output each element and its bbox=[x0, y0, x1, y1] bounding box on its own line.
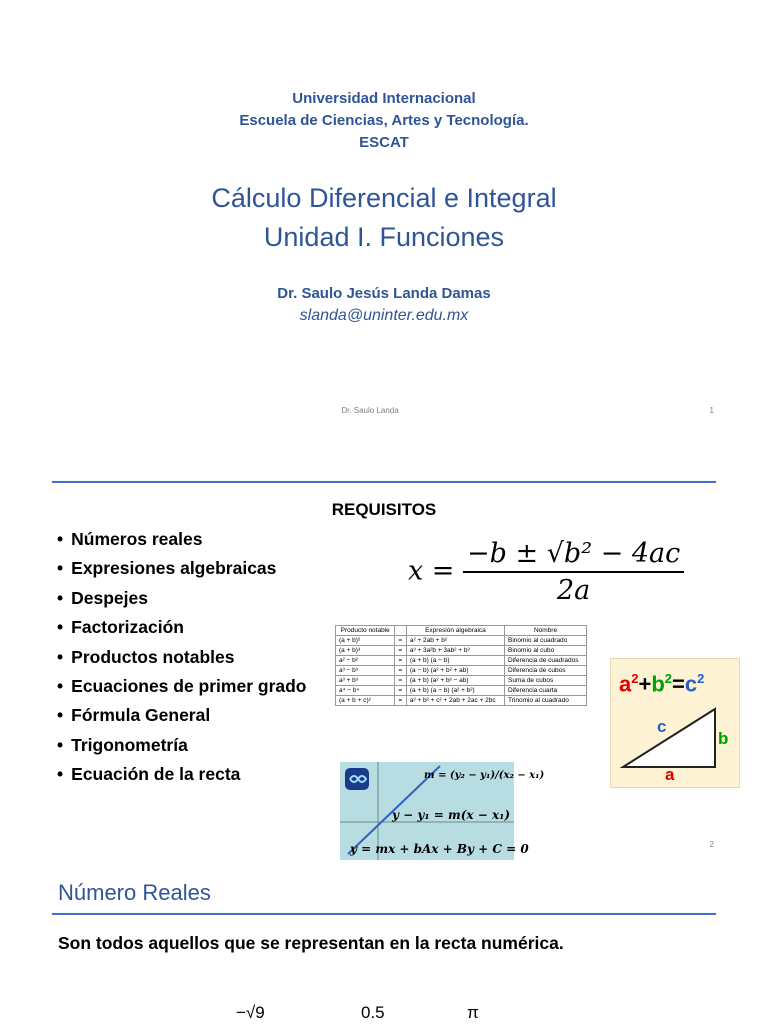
table-cell: Diferencia cuarta bbox=[505, 686, 587, 696]
table-cell: (a + b) (a − b) (a² + b²) bbox=[406, 686, 504, 696]
table-cell: Diferencia de cubos bbox=[505, 666, 587, 676]
list-item: • Números reales bbox=[57, 525, 307, 554]
slope-intercept-equation: y = mx + b bbox=[350, 842, 423, 856]
table-cell: a³ + 3a²b + 3ab² + b³ bbox=[406, 646, 504, 656]
section-title: Número Reales bbox=[58, 880, 211, 905]
slope-formula: m = (y₂ − y₁)/(x₂ − x₁) bbox=[424, 770, 545, 781]
number-neg-sqrt9: −√9 bbox=[236, 1003, 265, 1022]
formula-lhs: x = bbox=[408, 555, 455, 587]
list-item: • Fórmula General bbox=[57, 701, 307, 730]
formula-denominator: 2a bbox=[556, 575, 591, 606]
slide-divider bbox=[52, 481, 716, 483]
table-header-row bbox=[336, 626, 587, 636]
author-name: Dr. Saulo Jesús Landa Damas bbox=[277, 285, 491, 302]
page-number: 1 bbox=[709, 406, 714, 415]
list-item: • Despejes bbox=[57, 584, 307, 613]
table-row bbox=[336, 656, 587, 666]
table-row bbox=[336, 636, 587, 646]
quadratic-formula bbox=[408, 538, 684, 606]
list-item: • Trigonometría bbox=[57, 731, 307, 760]
table-cell: a² + b² + c² + 2ab + 2ac + 2bc bbox=[406, 696, 504, 706]
table-cell: (a − b) (a² + b² + ab) bbox=[406, 666, 504, 676]
table-cell: a³ + b³ bbox=[336, 676, 395, 686]
products-table bbox=[335, 625, 587, 706]
section-text: Son todos aquellos que se representan en la recta numérica. bbox=[58, 933, 564, 953]
institution-name: Universidad Internacional bbox=[292, 90, 476, 107]
course-title: Cálculo Diferencial e Integral bbox=[211, 183, 557, 213]
table-cell: = bbox=[395, 636, 406, 646]
section-divider bbox=[52, 913, 716, 915]
list-item: • Expresiones algebraicas bbox=[57, 554, 307, 583]
var-b: b bbox=[651, 671, 665, 697]
table-cell: Binomio al cuadrado bbox=[505, 636, 587, 646]
general-equation: Ax + By + C = 0 bbox=[422, 842, 529, 856]
table-cell: Diferencia de cuadrados bbox=[505, 656, 587, 666]
list-item: • Ecuación de la recta bbox=[57, 760, 307, 789]
table-cell: (a + b) (a² + b² − ab) bbox=[406, 676, 504, 686]
table-cell: = bbox=[395, 686, 406, 696]
table-cell: Suma de cubos bbox=[505, 676, 587, 686]
table-cell: = bbox=[395, 646, 406, 656]
list-item: • Ecuaciones de primer grado bbox=[57, 672, 307, 701]
line-equation-figure bbox=[340, 762, 545, 860]
table-row bbox=[336, 676, 587, 686]
list-item: • Factorización bbox=[57, 613, 307, 642]
side-a-label: a bbox=[665, 765, 675, 784]
unit-title: Unidad I. Funciones bbox=[263, 222, 505, 252]
side-c-label: c bbox=[657, 717, 667, 736]
formula-fraction bbox=[463, 538, 684, 606]
pythagoras-figure bbox=[610, 658, 740, 788]
table-cell: a² − b² bbox=[336, 656, 395, 666]
table-header: Expresión algebraica bbox=[406, 626, 504, 636]
table-cell: (a + b) (a − b) bbox=[406, 656, 504, 666]
number-pi: π bbox=[467, 1003, 479, 1022]
slide-footer: Dr. Saulo Landa bbox=[341, 406, 399, 415]
institution-block bbox=[0, 88, 768, 154]
table-cell: a³ − b³ bbox=[336, 666, 395, 676]
right-triangle-icon bbox=[617, 705, 733, 775]
table-header bbox=[395, 626, 406, 636]
page-number: 2 bbox=[709, 840, 714, 849]
slide-title: REQUISITOS bbox=[331, 500, 437, 519]
author-email: slanda@uninter.edu.mx bbox=[299, 307, 469, 324]
table-cell: Trinomio al cuadrado bbox=[505, 696, 587, 706]
table-cell: Binomio al cubo bbox=[505, 646, 587, 656]
pythagoras-equation: $a^2+b^2=c^2$ bbox=[619, 671, 705, 697]
table-cell: = bbox=[395, 696, 406, 706]
table-header: Producto notable bbox=[336, 626, 395, 636]
table-cell: a⁴ − b⁴ bbox=[336, 686, 395, 696]
var-a: a bbox=[619, 671, 632, 697]
school-name: Escuela de Ciencias, Artes y Tecnología. bbox=[239, 112, 529, 129]
point-slope-equation: y − y₁ = m(x − x₁) bbox=[392, 808, 511, 822]
var-c: c bbox=[684, 671, 698, 697]
table-cell: (a + b)² bbox=[336, 636, 395, 646]
side-b-label: b bbox=[718, 729, 729, 748]
list-item: • Productos notables bbox=[57, 643, 307, 672]
requirements-list bbox=[57, 525, 307, 790]
formula-numerator: −b ± √b² − 4ac bbox=[463, 538, 684, 573]
table-cell: (a + b)³ bbox=[336, 646, 395, 656]
table-cell: = bbox=[395, 666, 406, 676]
table-row bbox=[336, 666, 587, 676]
table-row bbox=[336, 696, 587, 706]
table-cell: = bbox=[395, 676, 406, 686]
table-cell: a² + 2ab + b² bbox=[406, 636, 504, 646]
school-acronym: ESCAT bbox=[359, 134, 409, 151]
table-cell: (a + b + c)² bbox=[336, 696, 395, 706]
table-cell: = bbox=[395, 656, 406, 666]
title-block bbox=[0, 179, 768, 257]
table-row bbox=[336, 646, 587, 656]
table-row bbox=[336, 686, 587, 696]
table-header: Nombre bbox=[505, 626, 587, 636]
number-half: 0.5 bbox=[361, 1003, 385, 1022]
